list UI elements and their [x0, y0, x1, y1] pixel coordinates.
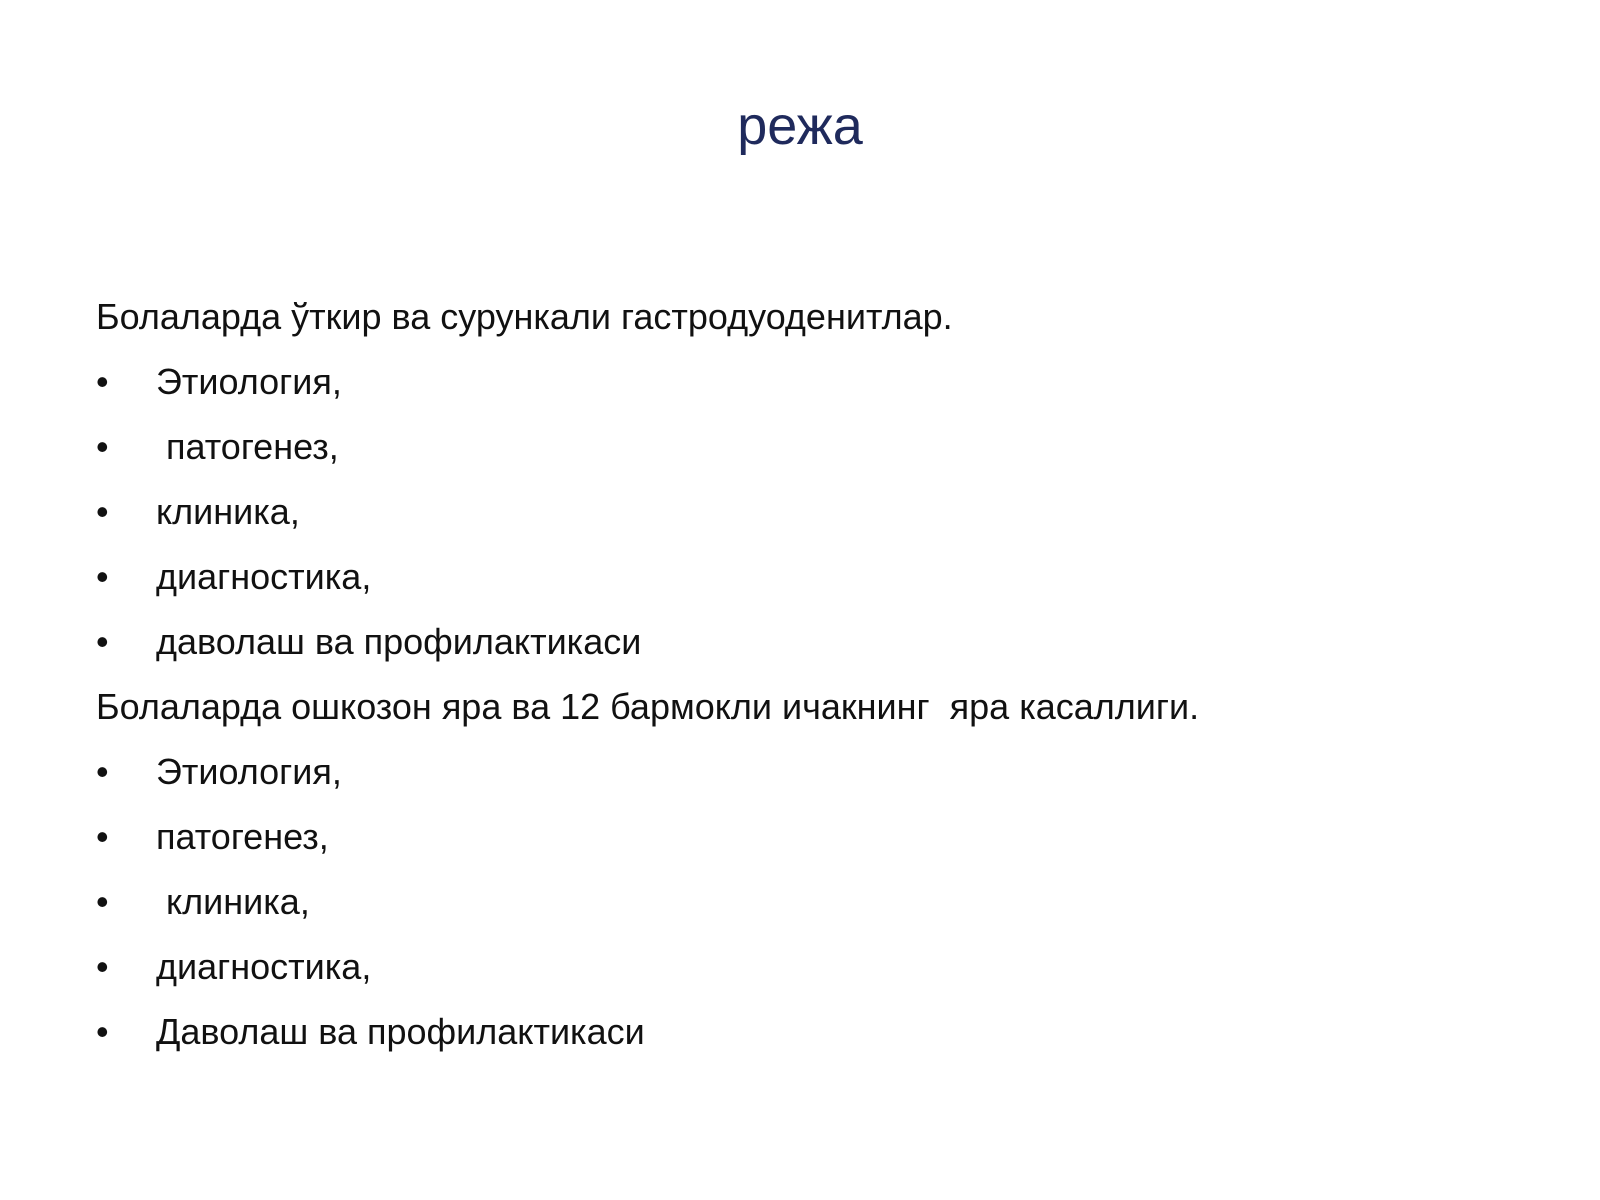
bullet-icon: • [96, 556, 109, 597]
list-item [96, 869, 1516, 934]
section-heading: Болаларда ошкозон яра ва 12 бармокли ичакнинг яра касаллиги. [96, 686, 1200, 727]
list-item-text: Даволаш ва профилактикаси [156, 1011, 645, 1052]
list-item [96, 349, 1516, 414]
bullet-list [96, 349, 1516, 674]
list-item-text: Этиология, [156, 751, 342, 792]
bullet-icon: • [96, 1011, 109, 1052]
bullet-icon: • [96, 361, 109, 402]
bullet-icon: • [96, 426, 109, 467]
section-gastroduodenitis [96, 284, 1516, 674]
section-heading: Болаларда ўткир ва сурункали гастродуоденитлар. [96, 296, 953, 337]
list-item [96, 609, 1516, 674]
bullet-list [96, 739, 1516, 1064]
list-item-text: клиника, [156, 491, 300, 532]
slide-content [96, 284, 1516, 1064]
list-item [96, 999, 1516, 1064]
list-item-text: диагностика, [156, 946, 372, 987]
list-item-text: диагностика, [156, 556, 372, 597]
list-item [96, 739, 1516, 804]
list-item-text: клиника, [156, 881, 310, 922]
bullet-icon: • [96, 881, 109, 922]
list-item [96, 479, 1516, 544]
list-item [96, 544, 1516, 609]
list-item [96, 414, 1516, 479]
list-item-text: патогенез, [156, 816, 329, 857]
list-item [96, 804, 1516, 869]
bullet-icon: • [96, 816, 109, 857]
list-item-text: Этиология, [156, 361, 342, 402]
bullet-icon: • [96, 946, 109, 987]
bullet-icon: • [96, 491, 109, 532]
list-item-text: даволаш ва профилактикаси [156, 621, 642, 662]
section-peptic-ulcer [96, 674, 1516, 1064]
list-item [96, 934, 1516, 999]
bullet-icon: • [96, 751, 109, 792]
list-item-text: патогенез, [156, 426, 339, 467]
slide-title: режа [737, 96, 863, 156]
bullet-icon: • [96, 621, 109, 662]
